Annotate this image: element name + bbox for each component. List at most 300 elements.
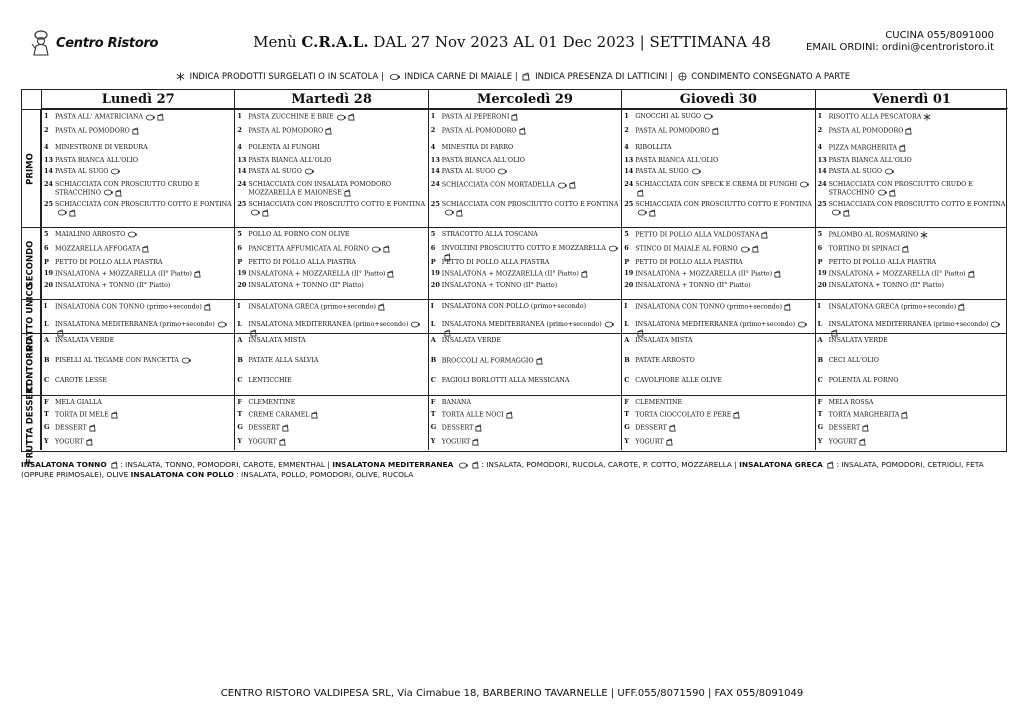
item-text: PASTA AL SUGO: [55, 168, 109, 175]
menu-item: [44, 168, 232, 176]
pig-icon: [797, 321, 807, 328]
menu-item: [431, 438, 619, 446]
pig-icon: [103, 189, 113, 196]
menu-item: [44, 231, 232, 239]
day-header: Lunedì 27: [41, 90, 234, 109]
menu-item: [237, 168, 425, 176]
item-code: 13: [817, 156, 827, 164]
item-text: INSALATONA MEDITERRANEA (primo+secondo): [55, 321, 215, 328]
day-column: [815, 228, 1008, 299]
item-text: INSALATONA + MOZZARELLA (II° Piatto): [635, 270, 773, 278]
item-code: B: [430, 356, 437, 364]
item-text: DESSERT: [441, 424, 474, 432]
menu-item: [431, 113, 619, 121]
menu-item: [431, 399, 619, 407]
menu-item: [624, 411, 812, 419]
item-text: CECI ALL'OLIO: [828, 357, 879, 364]
menu-item: [624, 259, 812, 267]
menu-item: [44, 303, 232, 311]
item-code: 13: [430, 156, 440, 164]
menu-item: [237, 201, 425, 217]
item-code: 13: [624, 156, 634, 164]
item-text: LENTICCHIE: [248, 377, 292, 384]
item-text: SCHIACCIATA CON PROSCIUTTO COTTO E FONTINA: [55, 201, 232, 208]
cheese-icon: [325, 127, 332, 135]
item-text: PASTA BIANCA ALL'OLIO: [635, 157, 719, 164]
menu-item: [818, 157, 1006, 165]
menu-item: [44, 377, 232, 385]
page-title: Menù C.R.A.L. DAL 27 Nov 2023 AL 01 Dec 2023 | SETTIMANA 48: [253, 33, 771, 51]
item-text: MINESTRONE DI VERDURA: [55, 144, 148, 151]
cheese-icon: [311, 411, 318, 419]
day-column: [234, 334, 427, 395]
cheese-icon: [859, 438, 866, 446]
section-label: [22, 282, 41, 351]
item-code: 6: [624, 244, 629, 252]
item-code: 19: [44, 269, 54, 277]
note-tonno-text: : INSALATA, TONNO, POMODORI, CAROTE, EMMENTHAL |: [120, 460, 330, 469]
item-text: POLLO AL FORNO CON OLIVE: [248, 231, 350, 238]
section-label: [22, 110, 41, 227]
menu-item: [624, 282, 812, 290]
day-column: [428, 300, 621, 333]
menu-item: [431, 168, 619, 176]
section-label-text: CONTORNO: [25, 337, 36, 392]
item-text: INSALATONA + MOZZARELLA (II° Piatto): [55, 270, 192, 278]
menu-item: [44, 127, 232, 135]
item-code: 1: [44, 112, 49, 120]
item-code: C: [44, 376, 50, 384]
cheese-icon: [456, 209, 463, 217]
cheese-icon: [712, 127, 719, 135]
menu-item: [431, 127, 619, 135]
item-text: TORTA ALLE NOCI: [441, 411, 504, 419]
item-text: MELA ROSSA: [828, 399, 874, 406]
item-text: PETTO DI POLLO ALLA PIASTRA: [248, 259, 356, 266]
menu-item: [624, 144, 812, 152]
menu-item: [431, 144, 619, 152]
item-text: RISOTTO ALLA PESCATORA: [828, 113, 922, 121]
menu-item: [431, 282, 619, 290]
menu-item: [237, 127, 425, 135]
item-code: Y: [624, 437, 629, 445]
menu-item: [818, 201, 1006, 217]
item-text: DESSERT: [55, 424, 87, 432]
item-code: 20: [44, 281, 54, 289]
cheese-icon: [637, 189, 644, 197]
item-code: Y: [817, 437, 823, 445]
item-text: MAIALINO ARROSTO: [55, 231, 126, 238]
note-med-text: : INSALATA, POMODORI, RUCOLA, CAROTE, P. COTTO, MOZZARELLA |: [481, 460, 737, 469]
day-column: [428, 334, 621, 395]
legend-side: CONDIMENTO CONSEGNATO A PARTE: [691, 72, 851, 82]
item-text: PASTA AL POMODORO: [55, 127, 130, 135]
item-code: 19: [817, 269, 827, 277]
pig-icon: [557, 182, 567, 189]
menu-item: [431, 201, 619, 217]
cheese-icon: [157, 113, 164, 121]
cheese-icon: [383, 245, 390, 253]
day-column: [428, 110, 621, 227]
item-code: 5: [430, 230, 436, 238]
item-text: SCHIACCIATA CON PROSCIUTTO COTTO E FONTINA: [248, 201, 426, 208]
item-text: PALOMBO AL ROSMARINO: [828, 231, 919, 239]
section-label-text: PIATTO UNICO: [25, 282, 36, 351]
item-code: P: [430, 258, 436, 266]
item-code: T: [44, 410, 49, 418]
menu-item: [237, 113, 425, 121]
item-code: 25: [624, 200, 634, 208]
pig-icon: [637, 209, 647, 216]
menu-item: [624, 337, 812, 345]
item-text: INSALATONA GRECA (primo+secondo): [248, 303, 376, 311]
item-code: L: [237, 320, 242, 328]
item-code: C: [624, 376, 630, 384]
item-code: 2: [817, 126, 823, 134]
item-text: STRACOTTO ALLA TOSCANA: [441, 231, 538, 238]
menu-item: [431, 231, 619, 239]
menu-item: [431, 303, 619, 311]
item-code: Y: [237, 437, 243, 445]
item-text: INSALATONA CON POLLO (primo+secondo): [441, 303, 587, 310]
item-text: SCHIACCIATA CON SPECK E CREMA DI FUNGHI: [635, 181, 798, 188]
item-code: A: [624, 336, 630, 344]
snowflake-icon: [176, 72, 185, 81]
item-code: B: [44, 356, 50, 364]
menu-item: [818, 113, 1006, 121]
item-code: 6: [237, 244, 242, 252]
cheese-icon: [475, 424, 482, 432]
item-code: A: [430, 336, 436, 344]
pig-icon: [458, 462, 468, 469]
pig-icon: [884, 168, 894, 175]
menu-item: [237, 424, 425, 432]
item-code: 1: [237, 112, 242, 120]
item-text: PASTA BIANCA ALL'OLIO: [441, 157, 525, 164]
day-column: [234, 300, 427, 333]
item-text: PASTA ZUCCHINE E BRIE: [248, 113, 334, 121]
cheese-icon: [86, 438, 93, 446]
menu-item: [818, 337, 1006, 345]
menu-item: [237, 282, 425, 290]
cheese-icon: [344, 189, 351, 197]
contact-info: [806, 30, 994, 54]
day-header-row: [22, 90, 1006, 109]
item-code: I: [624, 302, 628, 310]
item-code: L: [624, 320, 629, 328]
pig-icon: [389, 73, 400, 81]
item-code: P: [44, 258, 49, 266]
menu-item: [44, 181, 232, 197]
cheese-icon: [536, 357, 543, 365]
item-text: TORTA CIOCCOLATO E PERE: [635, 411, 732, 419]
menu-item: [431, 411, 619, 419]
day-column: [41, 334, 234, 395]
item-text: PASTA BIANCA ALL'OLIO: [248, 157, 332, 164]
menu-item: [44, 201, 232, 217]
item-text: PASTA AL POMODORO: [441, 127, 517, 135]
menu-item: [624, 399, 812, 407]
item-text: PETTO DI POLLO ALLA PIASTRA: [55, 259, 163, 266]
section-label-text: PRIMO: [25, 152, 36, 185]
kitchen-phone: CUCINA 055/8091000: [885, 30, 994, 41]
menu-item: [624, 201, 812, 217]
item-code: 24: [624, 180, 634, 188]
item-text: INSALATONA MEDITERRANEA (primo+secondo): [828, 321, 989, 328]
item-code: 25: [237, 200, 247, 208]
menu-item: [624, 438, 812, 446]
menu-item: [818, 181, 1006, 197]
item-code: 24: [237, 180, 247, 188]
item-code: T: [237, 410, 243, 418]
day-column: [234, 396, 427, 450]
cheese-icon: [89, 424, 96, 432]
item-text: INSALATONA + TONNO (II° Piatto): [828, 282, 944, 289]
menu-item: [431, 270, 619, 278]
day-header: Mercoledì 29: [428, 90, 621, 109]
item-text: SCHIACCIATA CON PROSCIUTTO CRUDO E STRACCHINO: [828, 181, 973, 196]
pig-icon: [703, 113, 713, 120]
item-code: 1: [624, 112, 629, 120]
menu-item: [818, 270, 1006, 278]
menu-item: [44, 144, 232, 152]
day-column: [815, 334, 1008, 395]
menu-item: [44, 357, 232, 365]
menu-item: [624, 127, 812, 135]
cheese-icon: [472, 438, 479, 446]
pig-icon: [990, 321, 1000, 328]
menu-item: [624, 357, 812, 365]
menu-item: [44, 438, 232, 446]
menu-item: [44, 411, 232, 419]
item-text: CLEMENTINE: [635, 399, 683, 406]
cheese-icon: [511, 113, 518, 121]
day-column: [41, 110, 234, 227]
item-code: A: [237, 336, 243, 344]
note-med-label: INSALATONA MEDITERRANEA: [332, 460, 454, 469]
item-text: INSALATA VERDE: [55, 337, 115, 344]
menu-item: [818, 438, 1006, 446]
day-column: [41, 300, 234, 333]
cheese-icon: [905, 127, 912, 135]
item-code: 5: [624, 230, 629, 238]
item-code: 1: [430, 112, 436, 120]
day-column: [621, 300, 814, 333]
cheese-icon: [142, 245, 149, 253]
cheese-icon: [282, 424, 289, 432]
item-code: 14: [817, 167, 827, 175]
item-text: SCHIACCIATA CON INSALATA POMODORO MOZZARELLA E MAIONESE: [248, 181, 392, 196]
item-code: 25: [817, 200, 827, 208]
item-code: A: [44, 336, 50, 344]
item-text: PASTA AL SUGO: [828, 168, 883, 175]
cheese-icon: [733, 411, 740, 419]
cheese-icon: [752, 245, 759, 253]
cheese-icon: [472, 461, 479, 469]
item-code: 20: [430, 281, 440, 289]
day-column: [621, 228, 814, 299]
item-code: G: [430, 423, 437, 431]
pig-icon: [145, 114, 155, 121]
item-code: G: [817, 423, 824, 431]
legend-pork: INDICA CARNE DI MAIALE |: [404, 72, 518, 82]
day-column: [234, 228, 427, 299]
menu-item: [237, 357, 425, 365]
item-code: C: [430, 376, 436, 384]
item-code: F: [624, 398, 629, 406]
pig-icon: [799, 181, 809, 188]
cheese-icon: [649, 209, 656, 217]
item-text: TORTA DI MELE: [55, 411, 109, 419]
section-label: [22, 381, 41, 465]
day-column: [41, 396, 234, 450]
item-code: 4: [624, 143, 629, 151]
day-column: [621, 396, 814, 450]
item-code: 5: [237, 230, 242, 238]
menu-item: [624, 181, 812, 197]
item-text: PETTO DI POLLO ALLA PIASTRA: [828, 259, 937, 266]
cheese-icon: [519, 127, 526, 135]
item-code: P: [237, 258, 243, 266]
item-text: PETTO DI POLLO ALLA VALDOSTANA: [635, 231, 760, 239]
item-text: INSALATONA GRECA (primo+secondo): [828, 303, 957, 311]
item-code: 19: [237, 269, 247, 277]
menu-item: [818, 303, 1006, 311]
item-code: 19: [430, 269, 440, 277]
item-text: CAVOLFIORE ALLE OLIVE: [635, 377, 722, 384]
item-code: 14: [430, 167, 440, 175]
menu-item: [44, 259, 232, 267]
day-column: [41, 228, 234, 299]
menu-item: [431, 181, 619, 189]
menu-item: [624, 168, 812, 176]
menu-item: [431, 259, 619, 267]
item-code: T: [430, 410, 436, 418]
cheese-icon: [506, 411, 513, 419]
menu-item: [237, 438, 425, 446]
menu-item: [624, 424, 812, 432]
day-column: [234, 110, 427, 227]
legend: [0, 72, 1024, 82]
day-column: [428, 228, 621, 299]
item-text: INSALATONA + MOZZARELLA (II° Piatto): [441, 270, 579, 278]
cheese-icon: [669, 424, 676, 432]
item-code: 4: [44, 143, 49, 151]
cheese-icon: [902, 245, 909, 253]
menu-item: [44, 282, 232, 290]
pig-icon: [410, 321, 420, 328]
menu-item: [44, 424, 232, 432]
item-code: 4: [430, 143, 436, 151]
item-text: PASTA BIANCA ALL'OLIO: [828, 157, 912, 164]
menu-item: [818, 127, 1006, 135]
footer: CENTRO RISTORO VALDIPESA SRL, Via Cimabue 18, BARBERINO TAVARNELLE | UFF.055/8071590 | FAX 055/8091049: [220, 688, 804, 699]
item-code: 14: [237, 167, 247, 175]
item-code: 13: [44, 156, 54, 164]
item-text: MINESTRA DI FARRO: [441, 144, 514, 151]
menu-section: [22, 227, 1006, 299]
item-code: Y: [430, 437, 436, 445]
item-text: INSALATONA MEDITERRANEA (primo+secondo): [441, 321, 602, 328]
pig-icon: [217, 321, 227, 328]
item-code: 19: [624, 269, 634, 277]
menu-item: [624, 377, 812, 385]
item-code: 2: [237, 126, 242, 134]
item-code: 24: [44, 180, 54, 188]
menu-item: [431, 424, 619, 432]
item-text: INSALATA MISTA: [635, 337, 693, 344]
item-text: PASTA ALL' AMATRICIANA: [55, 113, 144, 121]
item-code: 5: [817, 230, 823, 238]
menu-item: [818, 377, 1006, 385]
cheese-icon: [387, 270, 394, 278]
item-text: INSALATONA + MOZZARELLA (II° Piatto): [248, 270, 386, 278]
cheese-icon: [862, 424, 869, 432]
item-code: A: [817, 336, 823, 344]
item-text: CAROTE LESSE: [55, 377, 107, 384]
item-text: PASTA AI PEPERONI: [441, 113, 510, 121]
pig-icon: [831, 209, 841, 216]
item-text: POLENTA AL FORNO: [828, 377, 899, 384]
item-code: 1: [817, 112, 823, 120]
item-code: F: [430, 398, 436, 406]
item-code: 5: [44, 230, 49, 238]
menu-item: [431, 357, 619, 365]
item-code: I: [430, 302, 434, 310]
item-text: INSALATONA + TONNO (II° Piatto): [248, 282, 364, 289]
item-code: 25: [430, 200, 440, 208]
menu-item: [818, 245, 1006, 253]
day-column: [428, 396, 621, 450]
item-text: FAGIOLI BORLOTTI ALLA MESSICANA: [441, 377, 570, 384]
note-pollo-label: INSALATONA CON POLLO: [130, 470, 234, 479]
item-code: P: [817, 258, 823, 266]
item-code: G: [624, 423, 630, 431]
section-label-text: SECONDO: [25, 240, 36, 287]
pig-icon: [127, 231, 137, 238]
menu-item: [237, 270, 425, 278]
cheese-icon: [204, 303, 211, 311]
cheese-icon: [761, 231, 768, 239]
item-text: TORTA MARGHERITA: [828, 411, 900, 419]
menu-item: [44, 337, 232, 345]
menu-item: [818, 168, 1006, 176]
item-code: T: [624, 410, 630, 418]
item-text: INSALATONA CON TONNO (primo+secondo): [55, 303, 202, 311]
item-text: PASTA AL POMODORO: [635, 127, 710, 135]
item-code: F: [44, 398, 49, 406]
item-text: YOGURT: [248, 438, 277, 446]
item-code: B: [624, 356, 630, 364]
item-code: C: [817, 376, 823, 384]
menu-section: [22, 333, 1006, 395]
item-code: C: [237, 376, 243, 384]
snowflake-icon: [920, 231, 928, 239]
pig-icon: [181, 357, 191, 364]
item-text: DESSERT: [635, 424, 667, 432]
pig-icon: [497, 168, 507, 175]
item-text: PASTA AL SUGO: [441, 168, 496, 175]
day-column: [815, 396, 1008, 450]
day-column: [621, 110, 814, 227]
pig-icon: [110, 168, 120, 175]
menu-section: [22, 109, 1006, 227]
note-greca-text: : INSALATA, POMODORI, CETRIOLI, FETA (OPPURE PRIMOSALE), OLIVE: [21, 460, 984, 479]
item-code: 13: [237, 156, 247, 164]
cheese-icon: [968, 270, 975, 278]
cheese-icon: [843, 209, 850, 217]
pig-icon: [371, 246, 381, 253]
